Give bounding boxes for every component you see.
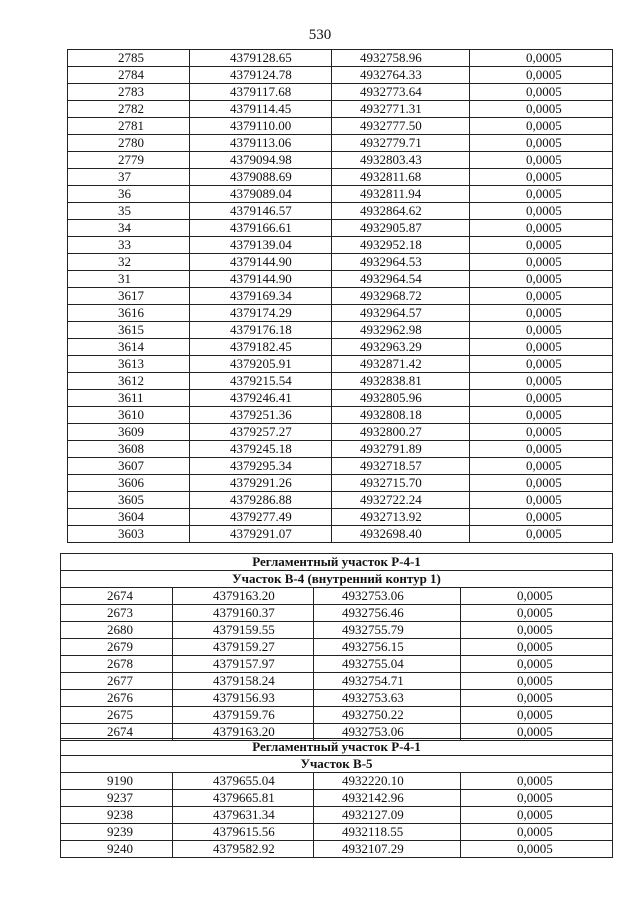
accuracy-cell: 0,0005	[470, 67, 613, 84]
table-row	[61, 622, 613, 639]
y-coordinate-cell: 4932779.71	[332, 135, 470, 152]
accuracy-cell: 0,0005	[461, 707, 613, 724]
accuracy-cell: 0,0005	[470, 101, 613, 118]
y-coordinate-cell: 4932871.42	[332, 356, 470, 373]
y-coordinate-cell: 4932964.54	[332, 271, 470, 288]
accuracy-cell: 0,0005	[461, 690, 613, 707]
y-coordinate-cell: 4932838.81	[332, 373, 470, 390]
x-coordinate-cell: 4379159.55	[173, 622, 314, 639]
table-row	[68, 67, 613, 84]
accuracy-cell: 0,0005	[461, 656, 613, 673]
x-coordinate-cell: 4379124.78	[190, 67, 332, 84]
accuracy-cell: 0,0005	[470, 441, 613, 458]
x-coordinate-cell: 4379582.92	[173, 841, 314, 858]
point-number-cell: 2785	[68, 50, 190, 67]
accuracy-cell: 0,0005	[470, 526, 613, 543]
accuracy-cell: 0,0005	[470, 492, 613, 509]
point-number-cell: 34	[68, 220, 190, 237]
x-coordinate-cell: 4379139.04	[190, 237, 332, 254]
x-coordinate-cell: 4379631.34	[173, 807, 314, 824]
accuracy-cell: 0,0005	[470, 390, 613, 407]
table-row	[68, 475, 613, 492]
y-coordinate-cell: 4932764.33	[332, 67, 470, 84]
accuracy-cell: 0,0005	[470, 237, 613, 254]
y-coordinate-cell: 4932811.68	[332, 169, 470, 186]
accuracy-cell: 0,0005	[461, 841, 613, 858]
accuracy-cell: 0,0005	[470, 84, 613, 101]
x-coordinate-cell: 4379159.76	[173, 707, 314, 724]
point-number-cell: 9240	[61, 841, 173, 858]
y-coordinate-cell: 4932905.87	[332, 220, 470, 237]
x-coordinate-cell: 4379114.45	[190, 101, 332, 118]
y-coordinate-cell: 4932805.96	[332, 390, 470, 407]
y-coordinate-cell: 4932755.79	[314, 622, 461, 639]
table-row	[68, 458, 613, 475]
table-row	[61, 690, 613, 707]
x-coordinate-cell: 4379246.41	[190, 390, 332, 407]
accuracy-cell: 0,0005	[470, 305, 613, 322]
y-coordinate-cell: 4932758.96	[332, 50, 470, 67]
point-number-cell: 3613	[68, 356, 190, 373]
accuracy-cell: 0,0005	[470, 118, 613, 135]
x-coordinate-cell: 4379146.57	[190, 203, 332, 220]
y-coordinate-cell: 4932753.63	[314, 690, 461, 707]
table-row	[68, 424, 613, 441]
y-coordinate-cell: 4932964.53	[332, 254, 470, 271]
accuracy-cell: 0,0005	[461, 639, 613, 656]
point-number-cell: 31	[68, 271, 190, 288]
x-coordinate-cell: 4379158.24	[173, 673, 314, 690]
table-row	[68, 339, 613, 356]
x-coordinate-cell: 4379291.26	[190, 475, 332, 492]
point-number-cell: 36	[68, 186, 190, 203]
accuracy-cell: 0,0005	[470, 220, 613, 237]
y-coordinate-cell: 4932800.27	[332, 424, 470, 441]
x-coordinate-cell: 4379655.04	[173, 773, 314, 790]
y-coordinate-cell: 4932753.06	[314, 724, 461, 741]
point-number-cell: 3605	[68, 492, 190, 509]
x-coordinate-cell: 4379144.90	[190, 271, 332, 288]
x-coordinate-cell: 4379110.00	[190, 118, 332, 135]
y-coordinate-cell: 4932952.18	[332, 237, 470, 254]
y-coordinate-cell: 4932142.96	[314, 790, 461, 807]
table-row	[68, 322, 613, 339]
x-coordinate-cell: 4379615.56	[173, 824, 314, 841]
accuracy-cell: 0,0005	[470, 458, 613, 475]
y-coordinate-cell: 4932718.57	[332, 458, 470, 475]
accuracy-cell: 0,0005	[461, 673, 613, 690]
table-row	[68, 101, 613, 118]
x-coordinate-cell: 4379291.07	[190, 526, 332, 543]
point-number-cell: 3614	[68, 339, 190, 356]
coordinates-table-section-3	[60, 738, 613, 858]
x-coordinate-cell: 4379286.88	[190, 492, 332, 509]
accuracy-cell: 0,0005	[461, 605, 613, 622]
table-row	[68, 186, 613, 203]
table-row	[61, 639, 613, 656]
table-row	[68, 135, 613, 152]
accuracy-cell: 0,0005	[461, 588, 613, 605]
accuracy-cell: 0,0005	[470, 356, 613, 373]
table-row	[61, 707, 613, 724]
point-number-cell: 9190	[61, 773, 173, 790]
point-number-cell: 2779	[68, 152, 190, 169]
x-coordinate-cell: 4379144.90	[190, 254, 332, 271]
accuracy-cell: 0,0005	[461, 824, 613, 841]
table-row	[68, 407, 613, 424]
point-number-cell: 2784	[68, 67, 190, 84]
y-coordinate-cell: 4932773.64	[332, 84, 470, 101]
point-number-cell: 2677	[61, 673, 173, 690]
page-number: 530	[308, 27, 332, 43]
x-coordinate-cell: 4379176.18	[190, 322, 332, 339]
y-coordinate-cell: 4932791.89	[332, 441, 470, 458]
section-subheading: Участок В-5	[61, 756, 613, 773]
accuracy-cell: 0,0005	[470, 475, 613, 492]
y-coordinate-cell: 4932715.70	[332, 475, 470, 492]
x-coordinate-cell: 4379128.65	[190, 50, 332, 67]
point-number-cell: 9239	[61, 824, 173, 841]
point-number-cell: 3607	[68, 458, 190, 475]
accuracy-cell: 0,0005	[470, 186, 613, 203]
table-row	[68, 152, 613, 169]
table-row	[68, 509, 613, 526]
table-row	[61, 605, 613, 622]
x-coordinate-cell: 4379665.81	[173, 790, 314, 807]
coordinates-table-section-1	[67, 49, 613, 543]
y-coordinate-cell: 4932962.98	[332, 322, 470, 339]
y-coordinate-cell: 4932753.06	[314, 588, 461, 605]
accuracy-cell: 0,0005	[461, 773, 613, 790]
x-coordinate-cell: 4379117.68	[190, 84, 332, 101]
y-coordinate-cell: 4932803.43	[332, 152, 470, 169]
table-row	[68, 373, 613, 390]
table-row	[68, 84, 613, 101]
x-coordinate-cell: 4379163.20	[173, 724, 314, 741]
table-row	[68, 305, 613, 322]
accuracy-cell: 0,0005	[461, 807, 613, 824]
y-coordinate-cell: 4932755.04	[314, 656, 461, 673]
accuracy-cell: 0,0005	[470, 288, 613, 305]
accuracy-cell: 0,0005	[470, 271, 613, 288]
table-row	[61, 807, 613, 824]
y-coordinate-cell: 4932808.18	[332, 407, 470, 424]
point-number-cell: 3611	[68, 390, 190, 407]
x-coordinate-cell: 4379156.93	[173, 690, 314, 707]
table-row	[68, 220, 613, 237]
table-row	[68, 526, 613, 543]
point-number-cell: 2674	[61, 724, 173, 741]
y-coordinate-cell: 4932127.09	[314, 807, 461, 824]
x-coordinate-cell: 4379257.27	[190, 424, 332, 441]
y-coordinate-cell: 4932107.29	[314, 841, 461, 858]
point-number-cell: 2781	[68, 118, 190, 135]
table-row	[68, 118, 613, 135]
y-coordinate-cell: 4932698.40	[332, 526, 470, 543]
x-coordinate-cell: 4379251.36	[190, 407, 332, 424]
point-number-cell: 2680	[61, 622, 173, 639]
x-coordinate-cell: 4379182.45	[190, 339, 332, 356]
point-number-cell: 3616	[68, 305, 190, 322]
x-coordinate-cell: 4379163.20	[173, 588, 314, 605]
table-row	[68, 50, 613, 67]
section-heading: Регламентный участок Р-4-1	[61, 554, 613, 571]
table-row	[68, 237, 613, 254]
point-number-cell: 2678	[61, 656, 173, 673]
accuracy-cell: 0,0005	[461, 724, 613, 741]
point-number-cell: 3606	[68, 475, 190, 492]
accuracy-cell: 0,0005	[470, 203, 613, 220]
point-number-cell: 3610	[68, 407, 190, 424]
table-row	[61, 656, 613, 673]
y-coordinate-cell: 4932756.46	[314, 605, 461, 622]
point-number-cell: 3609	[68, 424, 190, 441]
y-coordinate-cell: 4932777.50	[332, 118, 470, 135]
table-row	[68, 356, 613, 373]
x-coordinate-cell: 4379215.54	[190, 373, 332, 390]
x-coordinate-cell: 4379169.34	[190, 288, 332, 305]
point-number-cell: 3608	[68, 441, 190, 458]
y-coordinate-cell: 4932713.92	[332, 509, 470, 526]
x-coordinate-cell: 4379174.29	[190, 305, 332, 322]
table-row	[61, 841, 613, 858]
point-number-cell: 9237	[61, 790, 173, 807]
x-coordinate-cell: 4379166.61	[190, 220, 332, 237]
accuracy-cell: 0,0005	[470, 322, 613, 339]
y-coordinate-cell: 4932968.72	[332, 288, 470, 305]
x-coordinate-cell: 4379277.49	[190, 509, 332, 526]
table-row	[61, 673, 613, 690]
x-coordinate-cell: 4379160.37	[173, 605, 314, 622]
y-coordinate-cell: 4932754.71	[314, 673, 461, 690]
x-coordinate-cell: 4379113.06	[190, 135, 332, 152]
accuracy-cell: 0,0005	[461, 622, 613, 639]
accuracy-cell: 0,0005	[470, 152, 613, 169]
x-coordinate-cell: 4379089.04	[190, 186, 332, 203]
y-coordinate-cell: 4932864.62	[332, 203, 470, 220]
table-row	[61, 588, 613, 605]
point-number-cell: 3612	[68, 373, 190, 390]
point-number-cell: 2674	[61, 588, 173, 605]
table-row	[68, 169, 613, 186]
table-row	[68, 203, 613, 220]
point-number-cell: 2676	[61, 690, 173, 707]
y-coordinate-cell: 4932220.10	[314, 773, 461, 790]
table-row	[68, 271, 613, 288]
accuracy-cell: 0,0005	[461, 790, 613, 807]
point-number-cell: 2780	[68, 135, 190, 152]
accuracy-cell: 0,0005	[470, 135, 613, 152]
point-number-cell: 2782	[68, 101, 190, 118]
point-number-cell: 2679	[61, 639, 173, 656]
accuracy-cell: 0,0005	[470, 373, 613, 390]
accuracy-cell: 0,0005	[470, 169, 613, 186]
table-row	[68, 288, 613, 305]
point-number-cell: 32	[68, 254, 190, 271]
x-coordinate-cell: 4379157.97	[173, 656, 314, 673]
section-subheading: Участок В-4 (внутренний контур 1)	[61, 571, 613, 588]
table-row	[68, 254, 613, 271]
point-number-cell: 2675	[61, 707, 173, 724]
x-coordinate-cell: 4379245.18	[190, 441, 332, 458]
point-number-cell: 9238	[61, 807, 173, 824]
point-number-cell: 2783	[68, 84, 190, 101]
table-row	[61, 773, 613, 790]
coordinates-table-section-2	[60, 553, 613, 741]
point-number-cell: 2673	[61, 605, 173, 622]
table-row	[68, 390, 613, 407]
point-number-cell: 35	[68, 203, 190, 220]
x-coordinate-cell: 4379295.34	[190, 458, 332, 475]
point-number-cell: 3615	[68, 322, 190, 339]
y-coordinate-cell: 4932811.94	[332, 186, 470, 203]
y-coordinate-cell: 4932771.31	[332, 101, 470, 118]
x-coordinate-cell: 4379205.91	[190, 356, 332, 373]
x-coordinate-cell: 4379094.98	[190, 152, 332, 169]
y-coordinate-cell: 4932964.57	[332, 305, 470, 322]
point-number-cell: 3617	[68, 288, 190, 305]
table-row	[68, 492, 613, 509]
y-coordinate-cell: 4932118.55	[314, 824, 461, 841]
table-row	[68, 441, 613, 458]
accuracy-cell: 0,0005	[470, 50, 613, 67]
accuracy-cell: 0,0005	[470, 339, 613, 356]
point-number-cell: 3603	[68, 526, 190, 543]
y-coordinate-cell: 4932963.29	[332, 339, 470, 356]
point-number-cell: 37	[68, 169, 190, 186]
y-coordinate-cell: 4932756.15	[314, 639, 461, 656]
accuracy-cell: 0,0005	[470, 509, 613, 526]
y-coordinate-cell: 4932750.22	[314, 707, 461, 724]
y-coordinate-cell: 4932722.24	[332, 492, 470, 509]
accuracy-cell: 0,0005	[470, 407, 613, 424]
point-number-cell: 3604	[68, 509, 190, 526]
section-heading: Регламентный участок Р-4-1	[61, 739, 613, 756]
accuracy-cell: 0,0005	[470, 254, 613, 271]
table-row	[61, 790, 613, 807]
point-number-cell: 33	[68, 237, 190, 254]
x-coordinate-cell: 4379088.69	[190, 169, 332, 186]
x-coordinate-cell: 4379159.27	[173, 639, 314, 656]
accuracy-cell: 0,0005	[470, 424, 613, 441]
table-row	[61, 824, 613, 841]
